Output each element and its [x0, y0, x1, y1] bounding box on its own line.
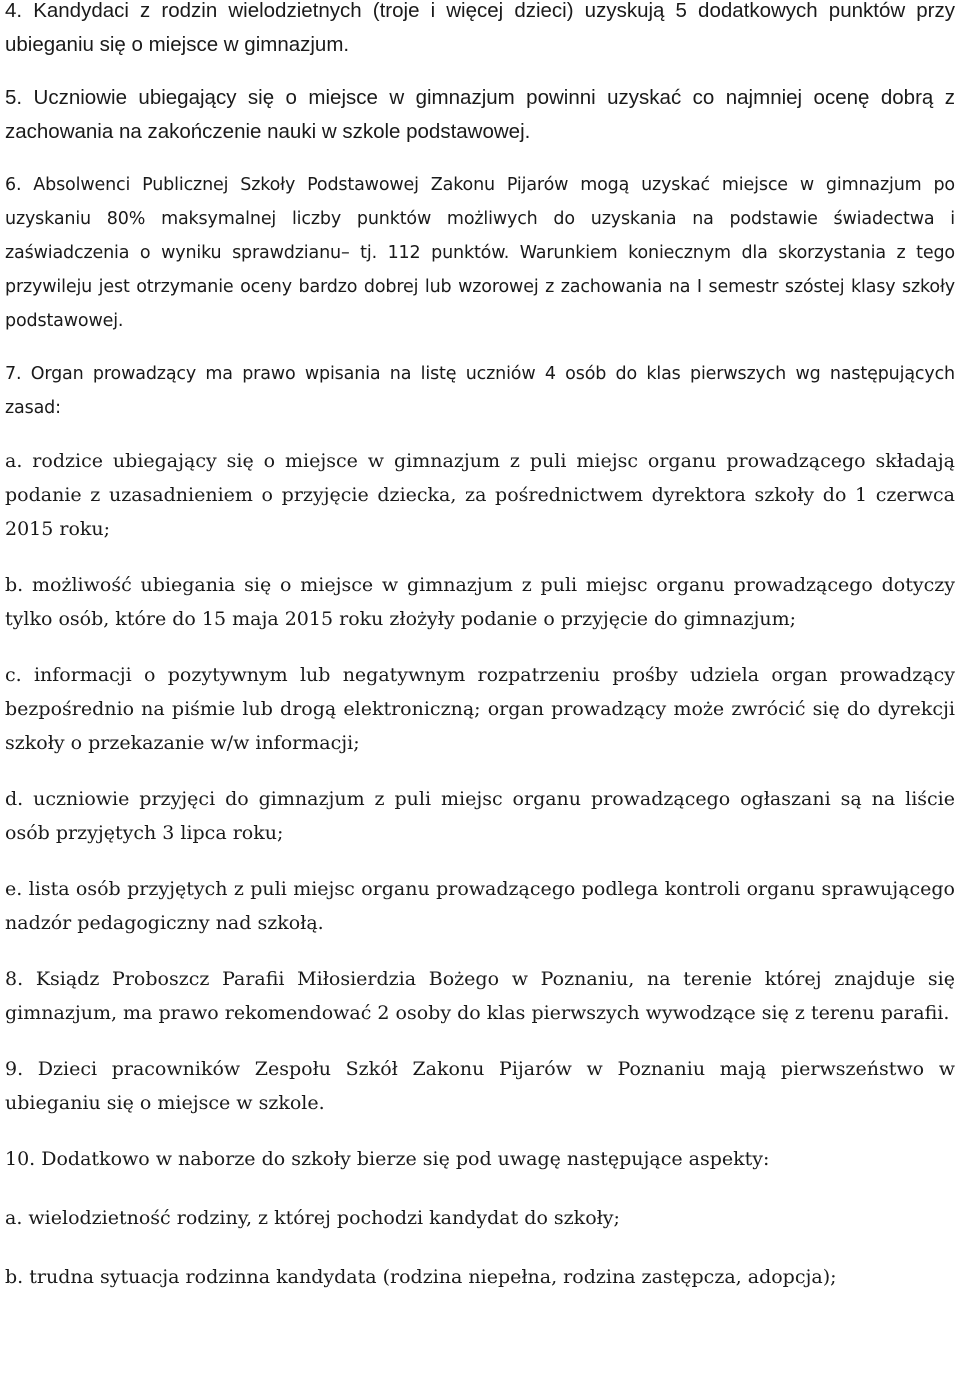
- paragraph-10b: b. trudna sytuacja rodzinna kandydata (rodzina niepełna, rodzina zastępcza, adopcja);: [5, 1266, 837, 1288]
- paragraph-10a: a. wielodzietność rodziny, z której pochodzi kandydat do szkoły;: [5, 1207, 620, 1229]
- document-page: [5, 0, 955, 1294]
- paragraph-4: 4. Kandydaci z rodzin wielodzietnych (troje i więcej dzieci) uzyskują 5 dodatkowych punktów przy ubieganiu się o miejsce w gimnazjum.: [5, 0, 955, 56]
- paragraph-7c: c. informacji o pozytywnym lub negatywnym rozpatrzeniu prośby udziela organ prowadzący bezpośrednio na piśmie lub drogą elektroniczną; organ prowadzący może zwrócić się do dyrekcji szkoły o przekazanie w/w informacji;: [5, 664, 955, 754]
- paragraph-7: 7. Organ prowadzący ma prawo wpisania na listę uczniów 4 osób do klas pierwszych wg następujących zasad:: [5, 364, 955, 418]
- paragraph-6: 6. Absolwenci Publicznej Szkoły Podstawowej Zakonu Pijarów mogą uzyskać miejsce w gimnazjum po uzyskaniu 80% maksymalnej liczby punktów możliwych do uzyskania na podstawie świadectwa i zaświadczenia o wyniku sprawdzianu– tj. 112 punktów. Warunkiem koniecznym dla skorzystania z tego przywileju jest otrzymanie oceny bardzo dobrej lub wzorowej z zachowania na I semestr szóstej klasy szkoły podstawowej.: [5, 175, 955, 331]
- paragraph-9: 9. Dzieci pracowników Zespołu Szkół Zakonu Pijarów w Poznaniu mają pierwszeństwo w ubieganiu się o miejsce w szkole.: [5, 1058, 955, 1114]
- paragraph-5: 5. Uczniowie ubiegający się o miejsce w gimnazjum powinni uzyskać co najmniej ocenę dobrą z zachowania na zakończenie nauki w szkole podstawowej.: [5, 86, 955, 143]
- paragraph-10: 10. Dodatkowo w naborze do szkoły bierze się pod uwagę następujące aspekty:: [5, 1148, 770, 1170]
- paragraph-7e: e. lista osób przyjętych z puli miejsc organu prowadzącego podlega kontroli organu sprawującego nadzór pedagogiczny nad szkołą.: [5, 878, 955, 934]
- paragraph-7b: b. możliwość ubiegania się o miejsce w gimnazjum z puli miejsc organu prowadzącego dotyczy tylko osób, które do 15 maja 2015 roku złożyły podanie o przyjęcie do gimnazjum;: [5, 574, 955, 630]
- paragraph-7d: d. uczniowie przyjęci do gimnazjum z puli miejsc organu prowadzącego ogłaszani są na liście osób przyjętych 3 lipca roku;: [5, 788, 955, 844]
- paragraph-8: 8. Ksiądz Proboszcz Parafii Miłosierdzia Bożego w Poznaniu, na terenie której znajduje się gimnazjum, ma prawo rekomendować 2 osoby do klas pierwszych wywodzące się z terenu parafii.: [5, 968, 955, 1024]
- paragraph-7a: a. rodzice ubiegający się o miejsce w gimnazjum z puli miejsc organu prowadzącego składają podanie z uzasadnieniem o przyjęcie dziecka, za pośrednictwem dyrektora szkoły do 1 czerwca 2015 roku;: [5, 450, 955, 540]
